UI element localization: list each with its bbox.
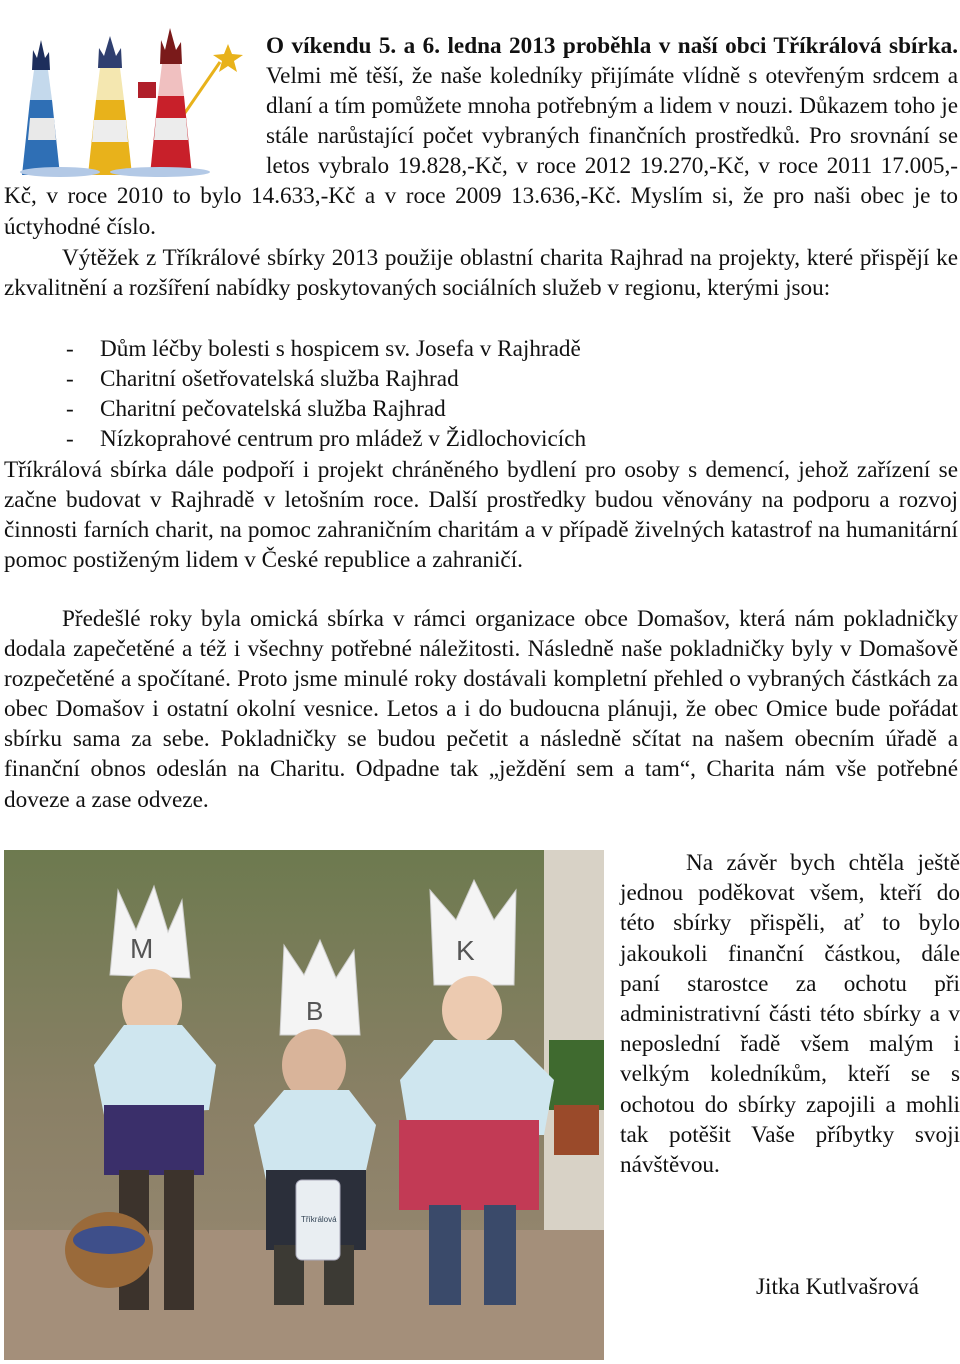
intro-bold-text: O víkendu 5. a 6. ledna 2013 proběhla v naší obci Tříkrálová sbírka. — [266, 33, 958, 59]
list-item: - Dům léčby bolesti s hospicem sv. Josefa v Rajhradě — [60, 334, 586, 364]
crown-letter: M — [130, 933, 154, 964]
list-item: - Nízkoprahové centrum pro mládež v Židlochovicích — [60, 424, 586, 454]
thanks-text: Na závěr bych chtěla ještě jednou poděkovat všem, kteří do této sbírky přispěli, ať to bylo jakoukoli finanční částkou, dále paní starostce za ochotu při administrativní části této sbírky a v neposlední řadě všem malým i velkým koledníkům, kteří se s ochotou do sbírky zapojili a mohli tak potěšit Vaše příbytky svoji návštěvou. — [620, 850, 960, 1179]
projects-list — [60, 334, 586, 454]
thanks-paragraph — [620, 848, 960, 1180]
support-paragraph: Tříkrálová sbírka dále podpoří i projekt chráněného bydlení pro osoby s demencí, jehož zařízení se začne budovat v Rajhradě v letošním roce. Další prostředky budou věnovány na podporu a rozvoj činnosti farních charit, na pomoc zahraničním charitám a v případě živelných katastrof na humanitární pomoc postiženým lidem v České republice a zahraničí. — [4, 457, 958, 574]
signature: Jitka Kutlvašrová — [756, 1274, 919, 1300]
list-item: - Charitní pečovatelská služba Rajhrad — [60, 394, 586, 424]
logo-spacer — [4, 31, 266, 181]
list-item: - Charitní ošetřovatelská služba Rajhrad — [60, 364, 586, 394]
crown-letter: B — [306, 996, 324, 1026]
crown-letter: K — [456, 935, 475, 966]
intro-paragraph — [4, 31, 958, 242]
intro-text: Velmi mě těší, že naše koledníky přijímáte vlídně s otevřeným srdcem a dlaní a tím pomůžete mnoha potřebným a lidem v nouzi. Důkazem toho je stále narůstající počet vybraných finančních prostředků. Pro srovnání se letos vybralo 19.828,-Kč, v roce 2012 19.270,-Kč, v roce 2011 17.005,-Kč, v roce 2010 to bylo 14.633,-Kč a v roce 2009 13.636,-Kč. Myslím si, že pro naši obec je to úctyhodné číslo. — [4, 63, 958, 240]
box-label: Tříkrálová — [301, 1215, 337, 1224]
proceeds-paragraph: Výtěžek z Tříkrálové sbírky 2013 použije oblastní charita Rajhrad na projekty, které přispějí ke zkvalitnění a rozšíření nabídky poskytovaných sociálních služeb v regionu, kterými jsou: — [4, 245, 958, 302]
carolers-photo — [4, 850, 604, 1360]
history-paragraph: Předešlé roky byla omická sbírka v rámci organizace obce Domašov, která nám pokladničky dodala zapečetěné a též i všechny potřebné náležitosti. Následně naše pokladničky byly v Domašově rozpečetěné a spočítané. Proto jsme minulé roky dostávali kompletní přehled o vybraných částkách za obec Domašov i ostatní okolní vesnice. Letos a i do budoucna plánuji, že obec Omice bude pořádat sbírku sama za sebe. Pokladničky se budou pečetit a následně sčítat na našem obecním úřadě a finanční obnos odeslán na Charitu. Odpadne tak „ježdění sem a tam“, Charita nám vše potřebné doveze a zase odveze. — [4, 606, 958, 813]
